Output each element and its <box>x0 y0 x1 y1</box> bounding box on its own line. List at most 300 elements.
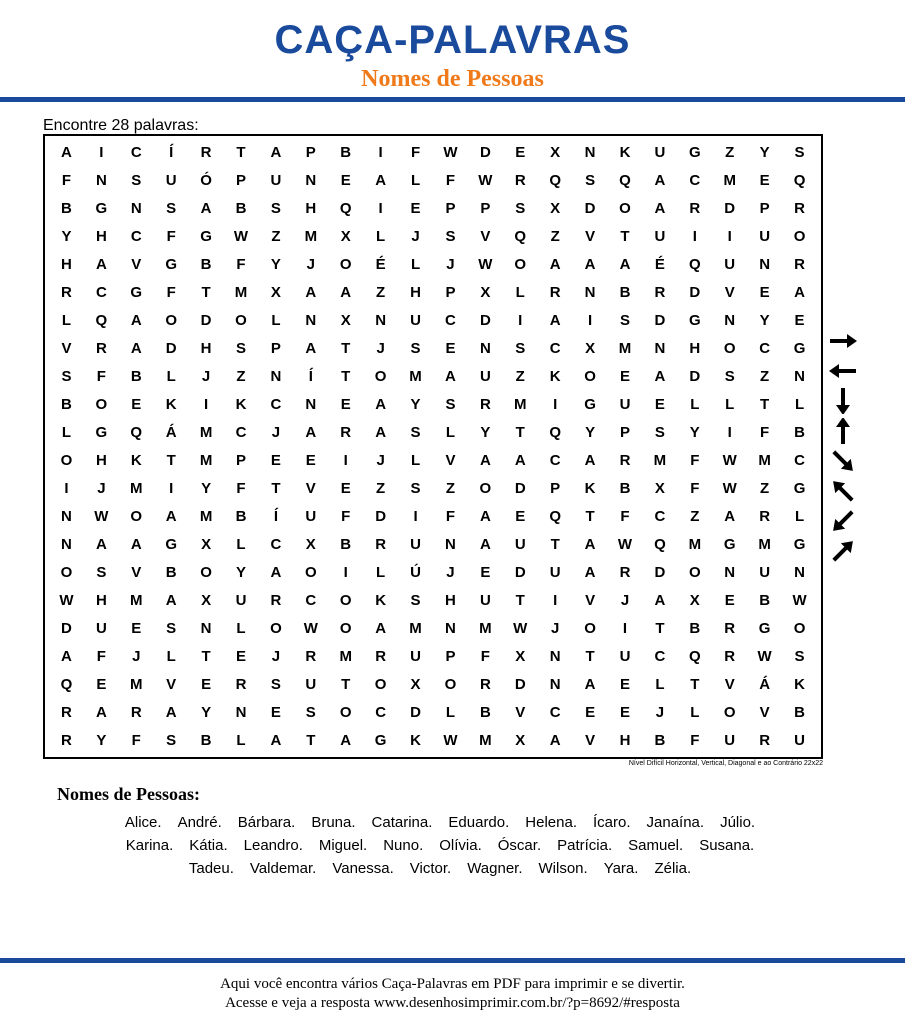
grid-cell[interactable]: D <box>200 312 212 330</box>
grid-cell[interactable]: M <box>653 451 667 469</box>
grid-cell[interactable]: Z <box>725 144 735 162</box>
grid-cell[interactable]: A <box>200 200 212 218</box>
grid-cell[interactable]: X <box>305 535 316 553</box>
grid-cell[interactable]: H <box>95 591 107 609</box>
grid-cell[interactable]: O <box>339 619 352 637</box>
grid-cell[interactable]: H <box>689 340 701 358</box>
grid-cell[interactable]: K <box>410 731 421 749</box>
grid-cell[interactable]: S <box>166 200 177 218</box>
grid-cell[interactable]: M <box>199 424 213 442</box>
grid-cell[interactable]: N <box>270 368 282 386</box>
grid-cell[interactable]: F <box>236 256 246 274</box>
grid-cell[interactable]: O <box>723 703 736 721</box>
grid-cell[interactable]: F <box>166 228 176 246</box>
grid-cell[interactable]: Q <box>130 424 143 442</box>
grid-cell[interactable]: A <box>445 368 456 386</box>
grid-cell[interactable]: F <box>760 424 770 442</box>
grid-cell[interactable]: T <box>690 675 700 693</box>
grid-cell[interactable]: C <box>549 703 561 721</box>
grid-cell[interactable]: E <box>619 368 630 386</box>
grid-cell[interactable]: V <box>445 451 456 469</box>
grid-cell[interactable]: V <box>131 256 142 274</box>
grid-cell[interactable]: X <box>201 591 212 609</box>
grid-cell[interactable]: N <box>584 144 596 162</box>
grid-cell[interactable]: U <box>270 172 282 190</box>
grid-cell[interactable]: W <box>478 256 493 274</box>
grid-cell[interactable]: L <box>445 424 456 442</box>
grid-cell[interactable]: R <box>654 284 666 302</box>
grid-cell[interactable]: L <box>655 675 665 693</box>
grid-cell[interactable]: A <box>584 535 596 553</box>
grid-cell[interactable]: R <box>130 703 142 721</box>
grid-cell[interactable]: R <box>61 731 72 749</box>
grid-cell[interactable]: R <box>61 703 72 721</box>
grid-cell[interactable]: B <box>479 703 491 721</box>
grid-cell[interactable]: A <box>549 731 561 749</box>
grid-cell[interactable]: B <box>794 424 805 442</box>
grid-cell[interactable]: L <box>376 563 386 581</box>
grid-cell[interactable]: G <box>165 535 177 553</box>
grid-cell[interactable]: P <box>445 647 456 665</box>
grid-cell[interactable]: M <box>688 535 702 553</box>
grid-cell[interactable]: W <box>792 591 807 609</box>
grid-cell[interactable]: L <box>271 312 281 330</box>
grid-cell[interactable]: L <box>794 396 805 414</box>
grid-cell[interactable]: Q <box>549 172 561 190</box>
grid-cell[interactable]: R <box>759 731 771 749</box>
grid-cell[interactable]: H <box>200 340 212 358</box>
grid-cell[interactable]: A <box>479 535 491 553</box>
grid-cell[interactable]: J <box>376 451 385 469</box>
grid-cell[interactable]: E <box>619 703 630 721</box>
grid-cell[interactable]: O <box>339 703 352 721</box>
grid-cell[interactable]: U <box>95 619 107 637</box>
grid-cell[interactable]: R <box>619 563 631 581</box>
grid-cell[interactable]: A <box>340 731 352 749</box>
grid-cell[interactable]: G <box>688 312 701 330</box>
grid-cell[interactable]: I <box>727 228 732 246</box>
grid-cell[interactable]: C <box>130 144 142 162</box>
grid-cell[interactable]: T <box>201 284 211 302</box>
grid-cell[interactable]: N <box>95 172 107 190</box>
grid-cell[interactable]: R <box>759 507 771 525</box>
grid-cell[interactable]: I <box>692 228 697 246</box>
grid-cell[interactable]: Q <box>60 675 73 693</box>
grid-cell[interactable]: Y <box>480 424 491 442</box>
grid-cell[interactable]: I <box>343 563 348 581</box>
grid-cell[interactable]: Z <box>690 507 700 525</box>
grid-cell[interactable]: H <box>305 200 317 218</box>
grid-cell[interactable]: F <box>445 172 456 190</box>
grid-cell[interactable]: O <box>793 228 806 246</box>
grid-cell[interactable]: T <box>655 619 665 637</box>
grid-cell[interactable]: C <box>305 591 317 609</box>
grid-cell[interactable]: E <box>515 144 526 162</box>
grid-cell[interactable]: T <box>515 591 525 609</box>
grid-cell[interactable]: L <box>236 535 246 553</box>
grid-cell[interactable]: N <box>305 172 317 190</box>
grid-cell[interactable]: E <box>445 340 456 358</box>
grid-cell[interactable]: O <box>165 312 177 330</box>
grid-cell[interactable]: T <box>620 228 630 246</box>
grid-cell[interactable]: Ú <box>410 563 421 581</box>
grid-cell[interactable]: Q <box>793 172 806 190</box>
grid-cell[interactable]: T <box>236 144 246 162</box>
grid-cell[interactable]: X <box>550 144 561 162</box>
grid-cell[interactable]: F <box>236 479 246 497</box>
grid-cell[interactable]: C <box>759 340 771 358</box>
grid-cell[interactable]: S <box>794 647 805 665</box>
grid-cell[interactable]: C <box>130 228 142 246</box>
grid-cell[interactable]: R <box>270 591 282 609</box>
grid-cell[interactable]: G <box>165 256 177 274</box>
grid-cell[interactable]: P <box>235 451 246 469</box>
grid-cell[interactable]: X <box>654 479 665 497</box>
grid-cell[interactable]: G <box>793 479 806 497</box>
grid-cell[interactable]: M <box>304 228 318 246</box>
grid-cell[interactable]: N <box>200 619 212 637</box>
grid-cell[interactable]: W <box>513 619 528 637</box>
grid-cell[interactable]: F <box>690 451 700 469</box>
grid-cell[interactable]: A <box>61 144 72 162</box>
grid-cell[interactable]: S <box>96 563 107 581</box>
grid-cell[interactable]: A <box>270 731 282 749</box>
grid-cell[interactable]: V <box>585 228 596 246</box>
grid-cell[interactable]: P <box>305 144 316 162</box>
grid-cell[interactable]: G <box>584 396 596 414</box>
grid-cell[interactable]: A <box>619 256 631 274</box>
grid-cell[interactable]: I <box>378 200 383 218</box>
grid-cell[interactable]: S <box>619 312 630 330</box>
grid-cell[interactable]: F <box>480 647 490 665</box>
grid-cell[interactable]: B <box>654 731 666 749</box>
grid-cell[interactable]: R <box>340 424 352 442</box>
grid-cell[interactable]: W <box>617 535 633 553</box>
grid-cell[interactable]: U <box>410 312 421 330</box>
grid-cell[interactable]: S <box>724 368 735 386</box>
grid-cell[interactable]: P <box>759 200 770 218</box>
grid-cell[interactable]: V <box>585 731 596 749</box>
grid-cell[interactable]: Y <box>759 312 770 330</box>
grid-cell[interactable]: E <box>340 396 351 414</box>
grid-cell[interactable]: E <box>724 591 735 609</box>
grid-cell[interactable]: N <box>549 675 561 693</box>
grid-cell[interactable]: C <box>689 172 701 190</box>
grid-cell[interactable]: Z <box>760 479 770 497</box>
grid-cell[interactable]: Í <box>169 144 174 162</box>
grid-cell[interactable]: H <box>445 591 456 609</box>
grid-cell[interactable]: I <box>169 479 174 497</box>
grid-cell[interactable]: C <box>270 535 282 553</box>
grid-cell[interactable]: T <box>585 647 595 665</box>
grid-cell[interactable]: V <box>585 591 596 609</box>
grid-cell[interactable]: K <box>619 144 631 162</box>
grid-cell[interactable]: X <box>480 284 491 302</box>
grid-cell[interactable]: H <box>619 731 631 749</box>
grid-cell[interactable]: L <box>725 396 735 414</box>
grid-cell[interactable]: V <box>759 703 770 721</box>
grid-cell[interactable]: D <box>479 144 491 162</box>
grid-cell[interactable]: G <box>130 284 143 302</box>
grid-cell[interactable]: T <box>760 396 770 414</box>
grid-cell[interactable]: U <box>724 256 736 274</box>
grid-cell[interactable]: N <box>724 312 736 330</box>
grid-cell[interactable]: M <box>130 479 143 497</box>
grid-cell[interactable]: T <box>201 647 211 665</box>
grid-cell[interactable]: D <box>654 563 666 581</box>
grid-cell[interactable]: R <box>479 396 491 414</box>
grid-cell[interactable]: G <box>95 200 108 218</box>
grid-cell[interactable]: U <box>619 647 631 665</box>
grid-cell[interactable]: Q <box>514 228 527 246</box>
grid-cell[interactable]: B <box>759 591 771 609</box>
grid-cell[interactable]: L <box>166 368 176 386</box>
grid-cell[interactable]: D <box>514 675 526 693</box>
grid-cell[interactable]: Y <box>689 424 700 442</box>
grid-cell[interactable]: S <box>585 172 596 190</box>
grid-cell[interactable]: W <box>443 144 458 162</box>
grid-cell[interactable]: Z <box>376 479 386 497</box>
grid-cell[interactable]: A <box>724 507 736 525</box>
grid-cell[interactable]: O <box>235 312 247 330</box>
grid-cell[interactable]: X <box>340 312 351 330</box>
grid-cell[interactable]: D <box>375 507 387 525</box>
grid-cell[interactable]: Z <box>445 479 456 497</box>
grid-cell[interactable]: A <box>305 424 317 442</box>
grid-cell[interactable]: J <box>97 479 106 497</box>
grid-cell[interactable]: L <box>236 731 246 749</box>
grid-cell[interactable]: U <box>514 535 526 553</box>
grid-cell[interactable]: Y <box>201 479 212 497</box>
grid-cell[interactable]: C <box>654 507 666 525</box>
grid-cell[interactable]: W <box>757 647 772 665</box>
grid-cell[interactable]: Q <box>688 256 701 274</box>
grid-cell[interactable]: N <box>794 368 805 386</box>
grid-cell[interactable]: K <box>235 396 247 414</box>
grid-cell[interactable]: A <box>654 591 666 609</box>
grid-cell[interactable]: L <box>445 703 456 721</box>
grid-cell[interactable]: L <box>515 284 525 302</box>
grid-cell[interactable]: J <box>201 368 211 386</box>
grid-cell[interactable]: Á <box>165 424 177 442</box>
grid-cell[interactable]: R <box>619 451 631 469</box>
grid-cell[interactable]: E <box>515 507 526 525</box>
grid-cell[interactable]: Q <box>549 424 561 442</box>
grid-cell[interactable]: R <box>61 284 72 302</box>
grid-cell[interactable]: J <box>271 647 281 665</box>
grid-cell[interactable]: N <box>130 200 142 218</box>
grid-cell[interactable]: G <box>758 619 771 637</box>
grid-cell[interactable]: N <box>654 340 666 358</box>
grid-cell[interactable]: X <box>201 535 212 553</box>
grid-cell[interactable]: S <box>235 340 246 358</box>
grid-cell[interactable]: M <box>409 368 422 386</box>
grid-cell[interactable]: W <box>722 479 737 497</box>
grid-cell[interactable]: R <box>794 256 805 274</box>
grid-cell[interactable]: J <box>620 591 630 609</box>
grid-cell[interactable]: A <box>95 703 107 721</box>
grid-cell[interactable]: U <box>724 731 736 749</box>
grid-cell[interactable]: F <box>445 507 456 525</box>
grid-cell[interactable]: V <box>724 284 735 302</box>
grid-cell[interactable]: I <box>203 396 209 414</box>
grid-cell[interactable]: M <box>130 675 143 693</box>
grid-cell[interactable]: Ó <box>200 172 212 190</box>
grid-cell[interactable]: L <box>236 619 246 637</box>
grid-cell[interactable]: I <box>343 451 348 469</box>
grid-cell[interactable]: E <box>270 703 281 721</box>
grid-cell[interactable]: M <box>339 647 352 665</box>
grid-cell[interactable]: L <box>690 703 700 721</box>
grid-cell[interactable]: D <box>61 619 72 637</box>
grid-cell[interactable]: R <box>200 144 212 162</box>
grid-cell[interactable]: A <box>584 451 596 469</box>
grid-cell[interactable]: A <box>165 591 177 609</box>
grid-cell[interactable]: D <box>654 312 666 330</box>
grid-cell[interactable]: C <box>654 647 666 665</box>
grid-cell[interactable]: D <box>689 368 701 386</box>
grid-cell[interactable]: O <box>514 256 527 274</box>
grid-cell[interactable]: N <box>235 703 247 721</box>
grid-cell[interactable]: B <box>61 396 72 414</box>
grid-cell[interactable]: F <box>690 479 700 497</box>
grid-cell[interactable]: Y <box>96 731 107 749</box>
grid-cell[interactable]: A <box>130 340 142 358</box>
grid-cell[interactable]: O <box>584 368 596 386</box>
grid-cell[interactable]: S <box>305 703 316 721</box>
grid-cell[interactable]: I <box>587 312 593 330</box>
grid-cell[interactable]: T <box>341 340 351 358</box>
grid-cell[interactable]: A <box>479 451 491 469</box>
grid-cell[interactable]: A <box>61 647 72 665</box>
grid-cell[interactable]: B <box>794 703 805 721</box>
grid-cell[interactable]: J <box>306 256 315 274</box>
grid-cell[interactable]: E <box>131 396 142 414</box>
grid-cell[interactable]: T <box>585 507 595 525</box>
grid-cell[interactable]: C <box>270 396 282 414</box>
grid-cell[interactable]: X <box>515 731 526 749</box>
grid-cell[interactable]: P <box>480 200 491 218</box>
grid-cell[interactable]: P <box>550 479 561 497</box>
grid-cell[interactable]: O <box>374 368 387 386</box>
grid-cell[interactable]: M <box>758 451 771 469</box>
grid-cell[interactable]: Z <box>760 368 770 386</box>
grid-cell[interactable]: R <box>549 284 561 302</box>
grid-cell[interactable]: F <box>96 647 106 665</box>
grid-cell[interactable]: L <box>410 256 421 274</box>
grid-cell[interactable]: B <box>235 200 247 218</box>
grid-cell[interactable]: H <box>410 284 421 302</box>
grid-cell[interactable]: V <box>480 228 491 246</box>
grid-cell[interactable]: L <box>410 451 421 469</box>
grid-cell[interactable]: E <box>585 703 596 721</box>
grid-cell[interactable]: N <box>61 507 72 525</box>
grid-cell[interactable]: T <box>515 424 525 442</box>
grid-cell[interactable]: R <box>724 647 736 665</box>
grid-cell[interactable]: J <box>271 424 281 442</box>
grid-cell[interactable]: F <box>341 507 351 525</box>
grid-cell[interactable]: U <box>759 563 771 581</box>
grid-cell[interactable]: E <box>235 647 246 665</box>
grid-cell[interactable]: V <box>724 675 735 693</box>
grid-cell[interactable]: F <box>131 731 141 749</box>
grid-cell[interactable]: N <box>375 312 387 330</box>
grid-cell[interactable]: O <box>619 200 631 218</box>
grid-cell[interactable]: K <box>375 591 387 609</box>
grid-cell[interactable]: D <box>689 284 701 302</box>
grid-cell[interactable]: D <box>165 340 177 358</box>
grid-cell[interactable]: E <box>96 675 107 693</box>
grid-cell[interactable]: C <box>794 451 805 469</box>
grid-cell[interactable]: F <box>96 368 106 386</box>
grid-cell[interactable]: E <box>270 451 281 469</box>
grid-cell[interactable]: G <box>793 535 806 553</box>
grid-cell[interactable]: A <box>375 619 387 637</box>
grid-cell[interactable]: M <box>514 396 527 414</box>
grid-cell[interactable]: Í <box>273 507 278 525</box>
grid-cell[interactable]: U <box>305 675 317 693</box>
grid-cell[interactable]: P <box>270 340 281 358</box>
grid-cell[interactable]: Y <box>61 228 72 246</box>
grid-cell[interactable]: Y <box>235 563 246 581</box>
grid-cell[interactable]: D <box>584 200 596 218</box>
grid-cell[interactable]: A <box>514 451 526 469</box>
grid-cell[interactable]: M <box>758 535 771 553</box>
grid-cell[interactable]: F <box>620 507 630 525</box>
grid-cell[interactable]: A <box>305 340 317 358</box>
grid-cell[interactable]: O <box>444 675 457 693</box>
grid-cell[interactable]: L <box>690 396 700 414</box>
grid-cell[interactable]: I <box>99 144 104 162</box>
grid-cell[interactable]: O <box>793 619 806 637</box>
grid-cell[interactable]: D <box>410 703 421 721</box>
grid-cell[interactable]: X <box>270 284 281 302</box>
grid-cell[interactable]: Z <box>550 228 560 246</box>
grid-cell[interactable]: T <box>550 535 560 553</box>
grid-cell[interactable]: A <box>305 284 317 302</box>
grid-cell[interactable]: L <box>794 507 805 525</box>
grid-cell[interactable]: E <box>759 172 770 190</box>
grid-cell[interactable]: R <box>305 647 317 665</box>
grid-cell[interactable]: N <box>759 256 771 274</box>
grid-cell[interactable]: S <box>166 619 177 637</box>
grid-cell[interactable]: Y <box>270 256 281 274</box>
grid-cell[interactable]: U <box>549 563 561 581</box>
grid-cell[interactable]: E <box>340 479 351 497</box>
grid-cell[interactable]: Á <box>759 675 771 693</box>
grid-cell[interactable]: I <box>622 619 628 637</box>
grid-cell[interactable]: Q <box>339 200 352 218</box>
grid-cell[interactable]: D <box>724 200 736 218</box>
grid-cell[interactable]: R <box>95 340 107 358</box>
grid-cell[interactable]: M <box>479 731 492 749</box>
grid-cell[interactable]: S <box>166 731 177 749</box>
grid-cell[interactable]: W <box>94 507 109 525</box>
grid-cell[interactable]: S <box>794 144 805 162</box>
grid-cell[interactable]: O <box>95 396 108 414</box>
grid-cell[interactable]: U <box>794 731 805 749</box>
grid-cell[interactable]: R <box>514 172 526 190</box>
grid-cell[interactable]: H <box>95 228 107 246</box>
grid-cell[interactable]: B <box>200 256 212 274</box>
grid-cell[interactable]: J <box>655 703 665 721</box>
grid-cell[interactable]: M <box>618 340 632 358</box>
grid-cell[interactable]: X <box>410 675 421 693</box>
grid-cell[interactable]: W <box>59 591 74 609</box>
grid-cell[interactable]: J <box>551 619 560 637</box>
grid-cell[interactable]: R <box>235 675 247 693</box>
grid-cell[interactable]: Q <box>549 507 561 525</box>
